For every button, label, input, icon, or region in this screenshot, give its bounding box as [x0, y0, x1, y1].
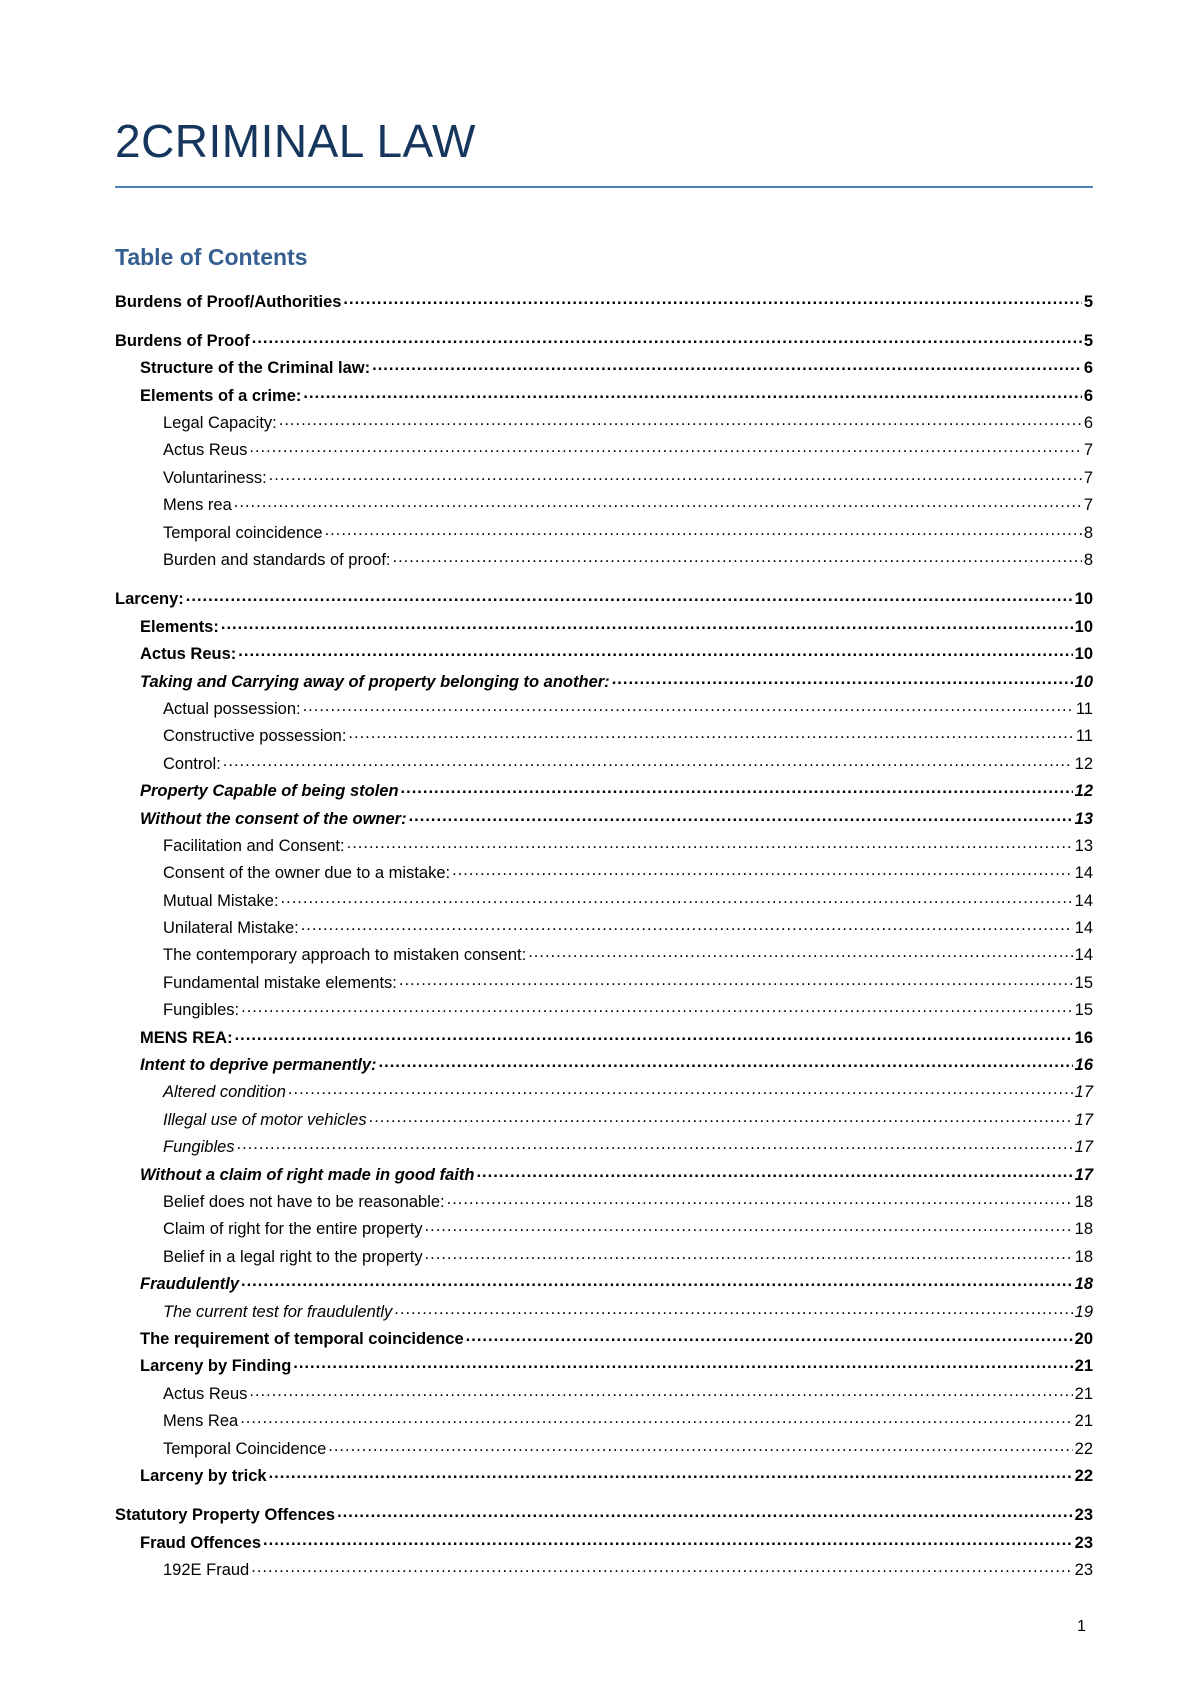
toc-dot-leader — [347, 834, 1073, 851]
toc-entry-page-number[interactable]: 14 — [1074, 891, 1093, 910]
toc-entry-label[interactable]: Property Capable of being stolen — [140, 782, 399, 801]
toc-dot-leader — [249, 439, 1081, 456]
toc-entry-label[interactable]: Belief in a legal right to the property — [163, 1247, 423, 1266]
toc-entry[interactable] — [115, 697, 1093, 724]
toc-entry-page-number[interactable]: 16 — [1074, 1056, 1093, 1075]
toc-entry-page-number[interactable]: 5 — [1083, 292, 1093, 311]
toc-dot-leader — [301, 917, 1073, 934]
toc-entry-page-number[interactable]: 16 — [1074, 1028, 1093, 1047]
toc-entry-label[interactable]: Burdens of Proof/Authorities — [115, 292, 342, 311]
toc-entry-label[interactable]: Mutual Mistake: — [163, 891, 279, 910]
toc-dot-leader — [425, 1218, 1073, 1235]
toc-entry-label[interactable]: Actus Reus — [163, 1384, 248, 1403]
toc-dot-leader — [337, 1504, 1073, 1521]
toc-dot-leader — [252, 329, 1082, 346]
toc-entry[interactable] — [115, 1191, 1093, 1218]
toc-entry-page-number[interactable]: 17 — [1074, 1138, 1093, 1157]
toc-entry-page-number[interactable]: 10 — [1074, 617, 1093, 636]
toc-dot-leader — [240, 1410, 1072, 1427]
toc-entry[interactable] — [115, 1355, 1093, 1382]
toc-dot-leader — [235, 1026, 1073, 1043]
toc-entry[interactable] — [115, 1300, 1093, 1327]
toc-entry[interactable] — [115, 834, 1093, 861]
toc-entry-page-number[interactable]: 13 — [1074, 836, 1093, 855]
toc-dot-leader — [476, 1163, 1072, 1180]
toc-entry-label[interactable]: Illegal use of motor vehicles — [163, 1110, 367, 1129]
toc-entry-label[interactable]: Without the consent of the owner: — [140, 809, 407, 828]
toc-entry-label[interactable]: Mens rea — [163, 496, 232, 515]
toc-entry[interactable] — [115, 1273, 1093, 1300]
document-title: 2CRIMINAL LAW — [115, 115, 476, 167]
toc-dot-leader — [279, 412, 1082, 429]
toc-entry[interactable] — [115, 357, 1093, 384]
toc-dot-leader — [425, 1245, 1073, 1262]
toc-entry[interactable] — [115, 1410, 1093, 1437]
toc-entry[interactable] — [115, 384, 1093, 411]
toc-entry-page-number[interactable]: 11 — [1075, 699, 1093, 718]
toc-entry[interactable] — [115, 521, 1093, 548]
toc-entry[interactable] — [115, 549, 1093, 576]
toc-entry-page-number[interactable]: 7 — [1083, 441, 1093, 460]
toc-dot-leader — [251, 1559, 1072, 1576]
toc-entry[interactable] — [115, 944, 1093, 971]
toc-entry-page-number[interactable]: 10 — [1074, 645, 1093, 664]
toc-entry-page-number[interactable]: 6 — [1083, 359, 1093, 378]
toc-dot-leader — [223, 752, 1073, 769]
toc-entry[interactable] — [115, 725, 1093, 752]
toc-entry-label[interactable]: Actual possession: — [163, 699, 301, 718]
toc-entry[interactable] — [115, 1054, 1093, 1081]
toc-entry-label[interactable]: Burden and standards of proof: — [163, 551, 391, 570]
toc-dot-leader — [293, 1355, 1072, 1372]
toc-dot-leader — [466, 1327, 1073, 1344]
toc-entry[interactable] — [115, 670, 1093, 697]
toc-entry-label[interactable]: Belief does not have to be reasonable: — [163, 1193, 445, 1211]
toc-entry-label[interactable]: Larceny by Finding — [140, 1357, 292, 1376]
toc-entry-page-number[interactable]: 7 — [1083, 468, 1093, 487]
toc-entry-label[interactable]: Legal Capacity: — [163, 414, 277, 433]
toc-entry[interactable] — [115, 412, 1093, 439]
toc-entry[interactable] — [115, 1136, 1093, 1163]
toc-entry-page-number[interactable]: 12 — [1074, 754, 1093, 773]
toc-entry-label[interactable]: The current test for fraudulently — [163, 1302, 393, 1321]
toc-dot-leader — [612, 670, 1073, 687]
toc-dot-leader — [348, 725, 1073, 742]
toc-entry[interactable] — [115, 466, 1093, 493]
toc-dot-leader — [393, 549, 1082, 566]
toc-entry-page-number[interactable]: 18 — [1074, 1220, 1093, 1239]
toc-entry-label[interactable]: Statutory Property Offences — [115, 1506, 336, 1525]
toc-entry-page-number[interactable]: 8 — [1083, 551, 1093, 570]
toc-entry[interactable] — [115, 329, 1093, 356]
toc-entry-page-number[interactable]: 5 — [1083, 331, 1093, 350]
toc-entry-page-number[interactable]: 22 — [1074, 1466, 1093, 1485]
toc-entry[interactable] — [115, 1163, 1093, 1190]
toc-entry-label[interactable]: Elements of a crime: — [140, 386, 302, 405]
toc-entry-label[interactable]: Claim of right for the entire property — [163, 1220, 423, 1239]
toc-entry[interactable] — [115, 780, 1093, 807]
toc-entry[interactable] — [115, 1437, 1093, 1464]
toc-entry-label[interactable]: Mens Rea — [163, 1412, 239, 1431]
toc-entry-page-number[interactable]: 17 — [1074, 1083, 1093, 1102]
toc-entry[interactable] — [115, 290, 1093, 317]
toc-entry[interactable] — [115, 643, 1093, 670]
toc-entry-page-number[interactable]: 6 — [1083, 386, 1093, 405]
toc-dot-leader — [394, 1300, 1072, 1317]
toc-dot-leader — [303, 697, 1074, 714]
page-number: 1 — [1077, 1618, 1086, 1635]
toc-entry[interactable] — [115, 1108, 1093, 1135]
toc-entry[interactable] — [115, 439, 1093, 466]
toc-dot-leader — [325, 521, 1082, 538]
toc-entry[interactable] — [115, 1559, 1093, 1586]
toc-entry-label[interactable]: Temporal Coincidence — [163, 1439, 327, 1458]
toc-entry-page-number[interactable]: 17 — [1074, 1165, 1093, 1184]
toc-entry-page-number[interactable]: 14 — [1074, 919, 1093, 938]
toc-entry-label[interactable]: The requirement of temporal coincidence — [140, 1329, 464, 1348]
toc-entry-label[interactable]: Facilitation and Consent: — [163, 836, 345, 855]
toc-dot-leader — [263, 1531, 1073, 1548]
toc-entry-label[interactable]: Fungibles: — [163, 1001, 240, 1020]
toc-entry-page-number[interactable]: 18 — [1074, 1193, 1093, 1211]
toc-entry-label[interactable]: Fungibles — [163, 1138, 235, 1157]
toc-dot-leader — [343, 290, 1081, 307]
toc-dot-leader — [237, 1136, 1073, 1153]
toc-entry-page-number[interactable]: 20 — [1074, 1329, 1093, 1348]
toc-entry[interactable] — [115, 1327, 1093, 1354]
toc-entry-page-number[interactable]: 14 — [1074, 864, 1093, 883]
toc-entry-page-number[interactable]: 10 — [1074, 672, 1093, 691]
toc-entry-label[interactable]: Elements: — [140, 617, 219, 636]
toc-entry-page-number[interactable]: 11 — [1075, 727, 1093, 746]
title-underline — [115, 186, 1093, 188]
toc-entry-label[interactable]: Intent to deprive permanently: — [140, 1056, 377, 1075]
toc-entry-label[interactable]: Constructive possession: — [163, 727, 347, 746]
toc-dot-leader — [399, 971, 1073, 988]
toc-entry[interactable] — [115, 1081, 1093, 1108]
toc-entry[interactable] — [115, 1245, 1093, 1272]
toc-entry[interactable] — [115, 999, 1093, 1026]
toc-dot-leader — [221, 615, 1073, 632]
toc-entry-page-number[interactable]: 6 — [1083, 414, 1093, 433]
toc-dot-leader — [234, 494, 1082, 511]
toc-dot-leader — [303, 384, 1081, 401]
toc-entry[interactable] — [115, 1382, 1093, 1409]
toc-entry-label[interactable]: Fraud Offences — [140, 1533, 262, 1552]
toc-entry-page-number[interactable]: 12 — [1074, 782, 1093, 801]
toc-entry-page-number[interactable]: 22 — [1074, 1439, 1093, 1458]
toc-dot-leader — [241, 1273, 1073, 1290]
toc-entry-page-number[interactable]: 23 — [1074, 1533, 1093, 1552]
table-of-contents — [115, 290, 1093, 1586]
toc-dot-leader — [269, 1464, 1073, 1481]
toc-dot-leader — [409, 807, 1073, 824]
toc-entry[interactable] — [115, 588, 1093, 615]
toc-entry-page-number[interactable]: 23 — [1074, 1506, 1093, 1525]
toc-dot-leader — [452, 862, 1073, 879]
toc-entry-label[interactable]: The contemporary approach to mistaken consent: — [163, 946, 527, 965]
toc-entry-page-number[interactable]: 14 — [1074, 946, 1093, 965]
toc-entry-label[interactable]: Actus Reus — [163, 441, 248, 460]
toc-entry[interactable] — [115, 1531, 1093, 1558]
toc-entry-page-number[interactable]: 18 — [1074, 1275, 1093, 1294]
toc-entry-label[interactable]: Control: — [163, 754, 221, 773]
toc-entry-page-number[interactable]: 13 — [1074, 809, 1093, 828]
toc-dot-leader — [328, 1437, 1072, 1454]
toc-entry-label[interactable]: Altered condition — [163, 1083, 286, 1102]
toc-dot-leader — [269, 466, 1082, 483]
toc-entry-label[interactable]: Consent of the owner due to a mistake: — [163, 864, 451, 883]
toc-entry[interactable] — [115, 752, 1093, 779]
toc-entry-label[interactable]: Temporal coincidence — [163, 523, 323, 542]
toc-entry[interactable] — [115, 807, 1093, 834]
toc-entry-label[interactable]: Structure of the Criminal law: — [140, 359, 371, 378]
toc-entry-label[interactable]: Burdens of Proof — [115, 331, 250, 350]
toc-entry-page-number[interactable]: 23 — [1074, 1561, 1093, 1580]
toc-dot-leader — [288, 1081, 1073, 1098]
toc-entry[interactable] — [115, 862, 1093, 889]
toc-dot-leader — [241, 999, 1073, 1016]
toc-heading: Table of Contents — [115, 244, 308, 270]
toc-entry-label[interactable]: Larceny by trick — [140, 1466, 267, 1485]
toc-dot-leader — [186, 588, 1073, 605]
toc-entry-page-number[interactable]: 19 — [1074, 1302, 1093, 1321]
toc-entry[interactable] — [115, 494, 1093, 521]
toc-entry[interactable] — [115, 1504, 1093, 1531]
toc-entry[interactable] — [115, 917, 1093, 944]
toc-entry-page-number[interactable]: 10 — [1074, 590, 1093, 609]
toc-entry[interactable] — [115, 615, 1093, 642]
toc-entry-page-number[interactable]: 15 — [1074, 1001, 1093, 1020]
toc-entry[interactable] — [115, 1464, 1093, 1491]
toc-entry-page-number[interactable]: 15 — [1074, 973, 1093, 992]
toc-entry-page-number[interactable]: 8 — [1083, 523, 1093, 542]
toc-entry-page-number[interactable]: 21 — [1074, 1412, 1093, 1431]
toc-entry-label[interactable]: Voluntariness: — [163, 468, 267, 487]
toc-dot-leader — [249, 1382, 1072, 1399]
toc-dot-leader — [528, 944, 1072, 961]
toc-entry-page-number[interactable]: 21 — [1074, 1357, 1093, 1376]
toc-entry[interactable] — [115, 1218, 1093, 1245]
toc-entry-label[interactable]: Unilateral Mistake: — [163, 919, 299, 938]
toc-entry-label[interactable]: Actus Reus: — [140, 645, 237, 664]
toc-entry-label[interactable]: Taking and Carrying away of property belonging to another: — [140, 672, 610, 691]
toc-dot-leader — [401, 780, 1073, 797]
toc-dot-leader — [447, 1191, 1073, 1208]
toc-entry-page-number[interactable]: 18 — [1074, 1247, 1093, 1266]
toc-entry-label[interactable]: 192E Fraud — [163, 1561, 250, 1580]
toc-entry[interactable] — [115, 1026, 1093, 1053]
toc-entry-label[interactable]: MENS REA: — [140, 1028, 233, 1047]
toc-entry-page-number[interactable]: 21 — [1074, 1384, 1093, 1403]
toc-entry-label[interactable]: Larceny: — [115, 590, 184, 609]
toc-dot-leader — [369, 1108, 1073, 1125]
toc-dot-leader — [372, 357, 1082, 374]
toc-entry[interactable] — [115, 971, 1093, 998]
toc-entry-label[interactable]: Fraudulently — [140, 1275, 240, 1294]
toc-entry-page-number[interactable]: 7 — [1083, 496, 1093, 515]
toc-dot-leader — [379, 1054, 1073, 1071]
toc-entry[interactable] — [115, 889, 1093, 916]
toc-dot-leader — [281, 889, 1073, 906]
toc-entry-label[interactable]: Fundamental mistake elements: — [163, 973, 397, 992]
toc-entry-page-number[interactable]: 17 — [1074, 1110, 1093, 1129]
toc-entry-label[interactable]: Without a claim of right made in good faith — [140, 1165, 475, 1184]
toc-dot-leader — [238, 643, 1072, 660]
